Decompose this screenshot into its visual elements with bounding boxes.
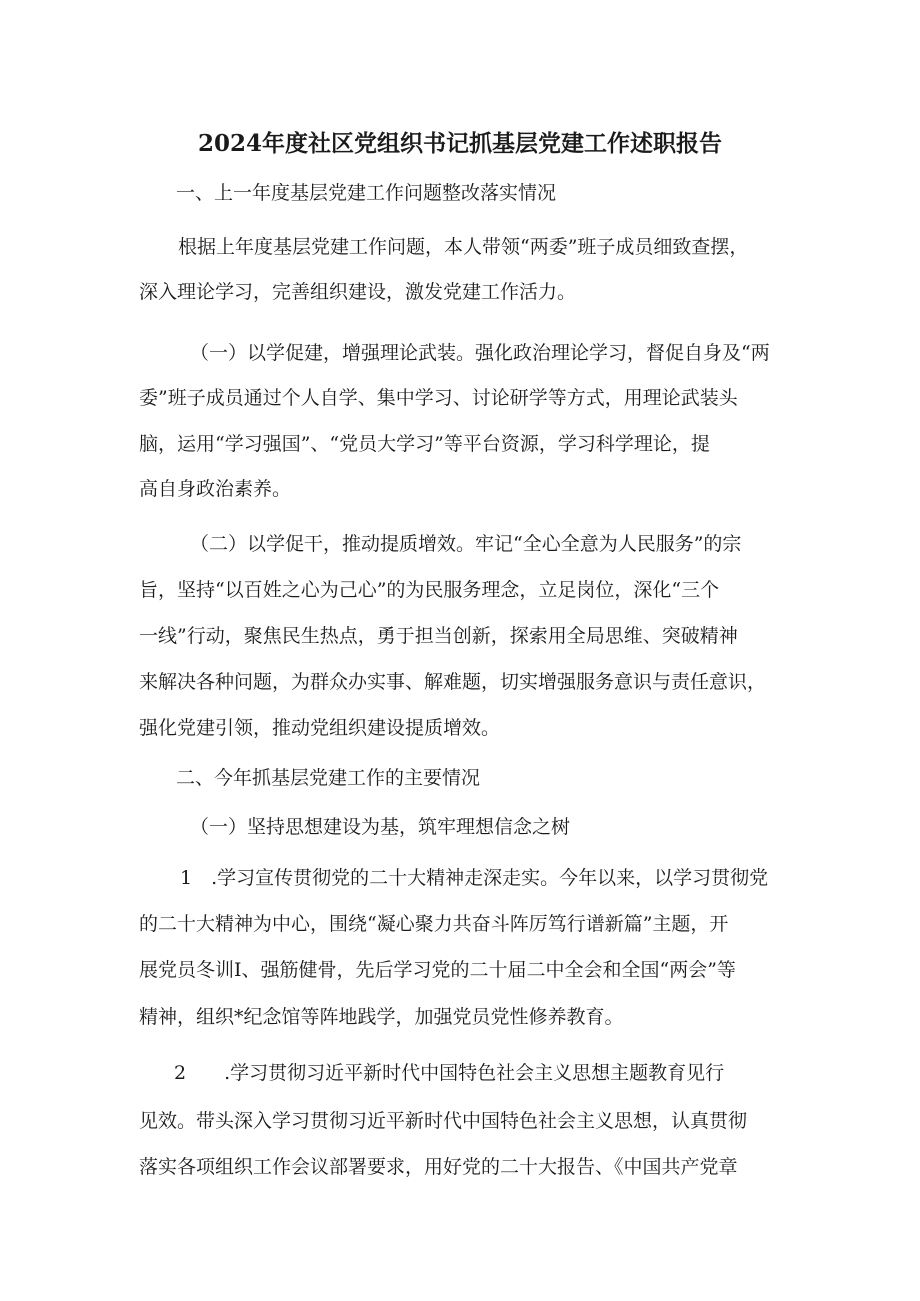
paragraph-line: 一线”行动，聚焦民生热点，勇于担当创新，探索用全局思维、突破精神 [139,625,738,647]
paragraph-line: 来解决各种问题，为群众办实事、解难题，切实增强服务意识与责任意识， [139,671,767,693]
paragraph-line: 落实各项组织工作会议部署要求，用好党的二十大报告、《中国共产党章 [139,1156,738,1178]
paragraph-line: 旨，坚持“以百姓之心为己心”的为民服务理念，立足岗位，深化“三个 [139,579,720,601]
document-title: 2024年度社区党组织书记抓基层党建工作述职报告 [197,130,722,157]
paragraph-line: 深入理论学习，完善组织建设，激发党建工作活力。 [139,281,577,303]
paragraph-line: 委”班子成员通过个人自学、集中学习、讨论研学等方式，用理论武装头 [139,387,738,409]
paragraph-line: （二）以学促干，推动提质增效。牢记“全心全意为人民服务”的宗 [190,533,742,555]
paragraph-line: 2 .学习贯彻习近平新时代中国特色社会主义思想主题教育见行 [174,1062,725,1084]
paragraph-line: 精神，组织*纪念馆等阵地践学，加强党员党性修养教育。 [139,1006,624,1028]
paragraph-line: 的二十大精神为中心，围绕“凝心聚力共奋斗阵厉笃行谱新篇”主题，开 [139,913,729,935]
paragraph-line: 脑，运用“学习强国”、“党员大学习”等平台资源，学习科学理论，提 [139,433,710,455]
section-heading-1: 一、上一年度基层党建工作问题整改落实情况 [176,182,557,204]
paragraph-line: 展党员冬训I、强筋健骨，先后学习党的二十届二中全会和全国“两会”等 [139,959,736,981]
paragraph-line: 见效。带头深入学习贯彻习近平新时代中国特色社会主义思想，认真贯彻 [139,1110,748,1132]
section-heading-2: 二、今年抓基层党建工作的主要情况 [176,767,481,789]
paragraph-line: 1 .学习宣传贯彻党的二十大精神走深走实。今年以来，以学习贯彻党 [180,867,769,889]
paragraph-line: （一）以学促建，增强理论武装。强化政治理论学习，督促自身及“两 [190,342,770,364]
subsection-heading: （一）坚持思想建设为基，筑牢理想信念之树 [190,816,571,838]
paragraph-line: 强化党建引领，推动党组织建设提质增效。 [139,717,501,739]
paragraph-line: 高自身政治素养。 [139,478,292,500]
paragraph-line: 根据上年度基层党建工作问题，本人带领“两委”班子成员细致查摆， [178,236,749,258]
